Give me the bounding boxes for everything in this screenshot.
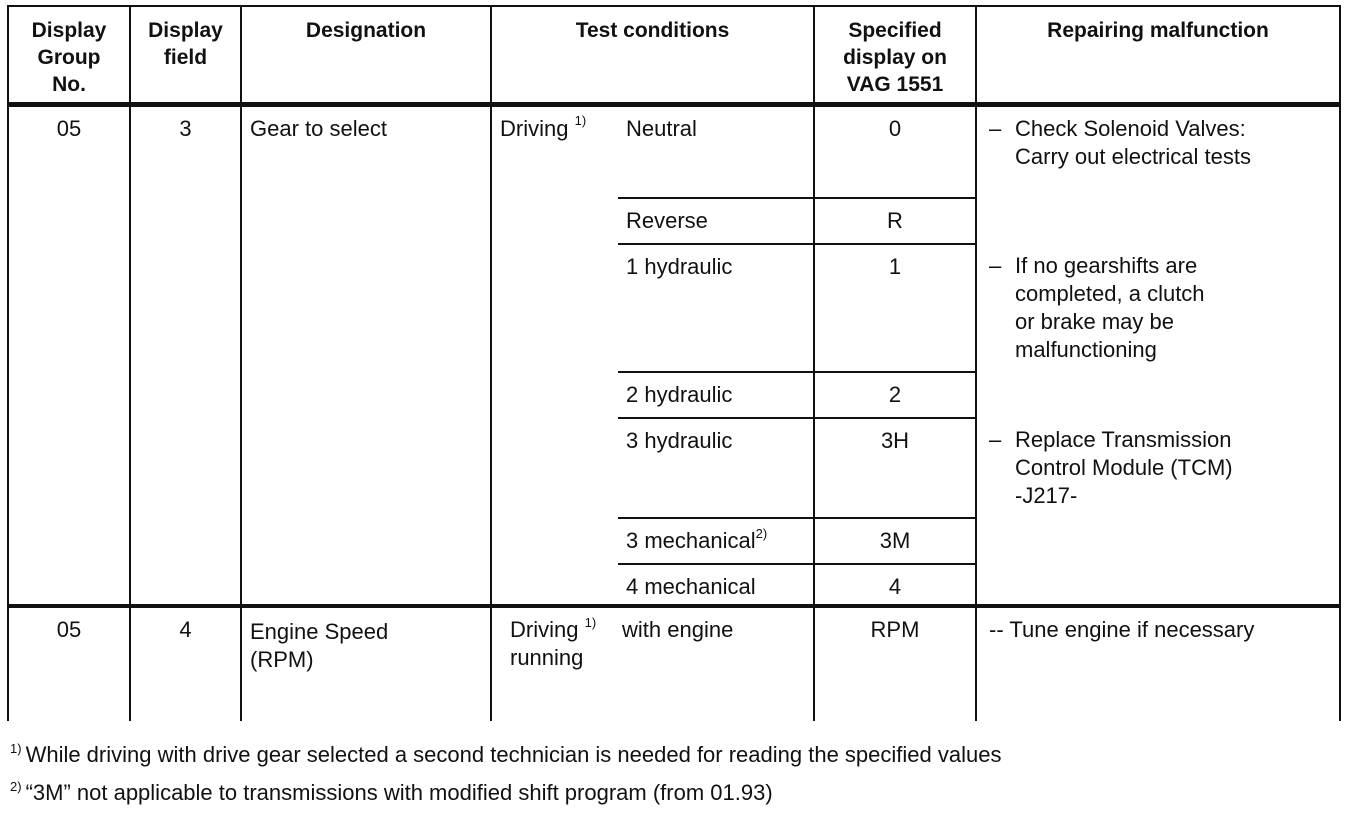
- driving-cell: Driving $^{1)}$: [491, 104, 618, 606]
- field-cell: 4: [130, 606, 241, 721]
- table-row: [8, 606, 1340, 721]
- repair-item: – Replace Transmission Control Module (TCM) -J217-: [989, 427, 1233, 508]
- gear-label-cell: Reverse: [618, 198, 814, 244]
- footnote-2: $^{2)}$ “3M” not applicable to transmissions with modified shift program (from 01.93): [10, 779, 773, 805]
- gear-label-cell: 3 hydraulic: [618, 418, 814, 518]
- designation-cell: Gear to select: [241, 104, 491, 606]
- group-no-cell: 05: [8, 606, 130, 721]
- header-display-group-no: Display Group No.: [8, 6, 130, 104]
- field-cell: 3: [130, 104, 241, 606]
- repair-cell: [976, 104, 1340, 244]
- test-condition-cell: Driving $^{1)}$ running with engine: [491, 606, 814, 721]
- repair-cell: [976, 244, 1340, 418]
- repair-cell: [976, 418, 1340, 606]
- repair-cell: -- Tune engine if necessary: [976, 606, 1340, 721]
- header-designation: Designation: [241, 6, 491, 104]
- gear-value-cell: 3H: [814, 418, 976, 518]
- gear-label-cell: 4 mechanical: [618, 564, 814, 606]
- gear-value-cell: R: [814, 198, 976, 244]
- gear-label-cell: Neutral: [618, 104, 814, 198]
- header-display-field: Display field: [130, 6, 241, 104]
- gear-value-cell: 3M: [814, 518, 976, 564]
- repair-item: – Check Solenoid Valves: Carry out electrical tests: [989, 115, 1251, 169]
- gear-label-cell: 3 mechanical$^{2)}$: [618, 518, 814, 564]
- header-specified-display: Specified display on VAG 1551: [814, 6, 976, 104]
- gear-label-cell: 2 hydraulic: [618, 372, 814, 418]
- gear-value-cell: 4: [814, 564, 976, 606]
- header-test-conditions: Test conditions: [491, 6, 814, 104]
- gear-value-cell: 0: [814, 104, 976, 198]
- gear-label-cell: 1 hydraulic: [618, 244, 814, 372]
- header-repairing-malfunction: Repairing malfunction: [976, 6, 1340, 104]
- header-row: [8, 6, 1340, 104]
- group-no-cell: 05: [8, 104, 130, 606]
- designation-cell: Engine Speed (RPM): [241, 606, 491, 721]
- gear-value-cell: 1: [814, 244, 976, 372]
- specified-value-cell: RPM: [814, 606, 976, 721]
- table-row: [8, 104, 1340, 198]
- display-group-table: [7, 5, 1341, 721]
- footnote-1: $^{1)}$ While driving with drive gear selected a second technician is needed for reading the specified values: [10, 741, 1002, 767]
- gear-value-cell: 2: [814, 372, 976, 418]
- repair-item: – If no gearshifts are completed, a clutch or brake may be malfunctioning: [989, 253, 1205, 362]
